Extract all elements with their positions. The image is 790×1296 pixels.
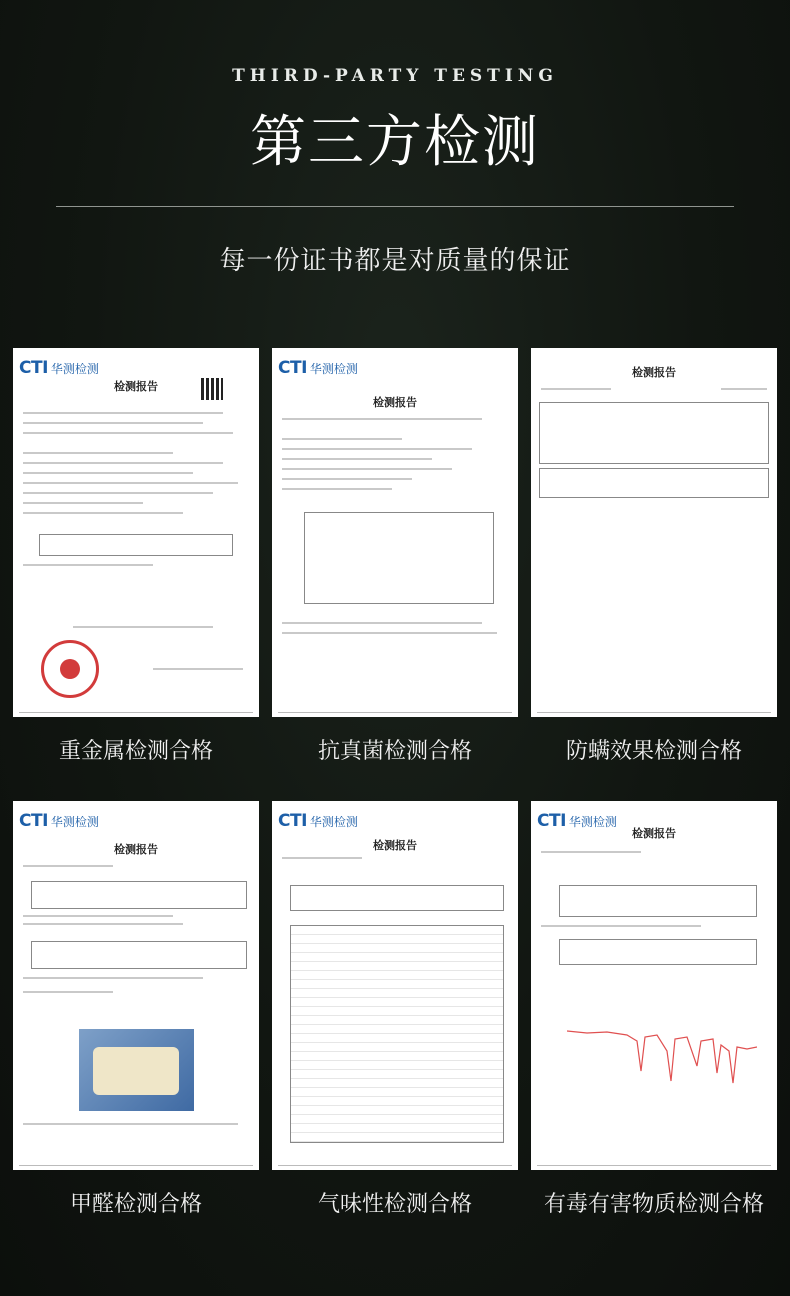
certificate-odor [272,801,518,1170]
red-seal-stamp [41,640,99,698]
cti-logo: CTI 华测检测 [278,358,358,378]
cti-logo: CTI 华测检测 [278,811,358,831]
certificate-heavy-metals [13,348,259,717]
section-english-title: THIRD-PARTY TESTING [232,66,558,86]
qr-code-icon [201,378,223,400]
report-title: 检测报告 [114,380,158,393]
cti-logo: CTI 华测检测 [19,811,99,831]
cti-logo: CTI 华测检测 [537,811,617,831]
title-divider [56,206,734,207]
sample-photo [79,1029,194,1111]
section-title: 第三方检测 [250,110,540,175]
report-title: 检测报告 [373,839,417,852]
certificate-antifungal [272,348,518,717]
report-title: 检测报告 [632,827,676,840]
caption-antifungal: 抗真菌检测合格 [317,739,472,764]
certificate-toxic-substances [531,801,777,1170]
caption-formaldehyde: 甲醛检测合格 [69,1192,202,1217]
caption-toxic-substances: 有毒有害物质检测合格 [543,1192,764,1217]
certificate-anti-mite [531,348,777,717]
report-title: 检测报告 [114,843,158,856]
section-subtitle: 每一份证书都是对质量的保证 [219,246,571,276]
caption-odor: 气味性检测合格 [317,1192,472,1217]
certificate-formaldehyde [13,801,259,1170]
caption-heavy-metals: 重金属检测合格 [58,739,213,764]
report-title: 检测报告 [373,396,417,409]
caption-anti-mite: 防螨效果检测合格 [565,739,742,764]
report-title: 检测报告 [632,366,676,379]
ir-spectrum-chart [567,1011,757,1101]
cti-logo: CTI 华测检测 [19,358,99,378]
